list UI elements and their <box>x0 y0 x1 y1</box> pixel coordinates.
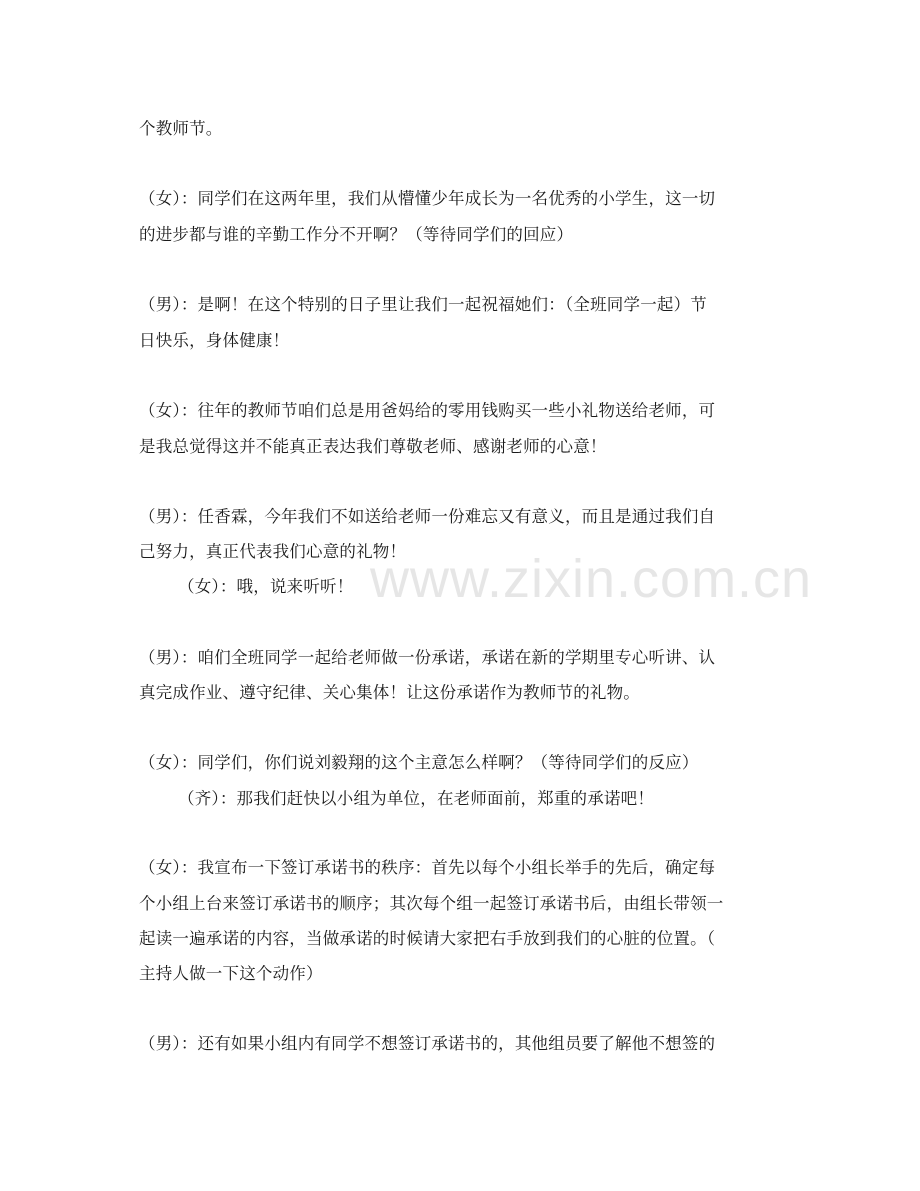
text-line: 起读一遍承诺的内容，当做承诺的时候请大家把右手放到我们的心脏的位置。（ <box>139 929 716 948</box>
text-line: （女）：哦，说来听听！ <box>178 577 354 596</box>
text-line: （女）：往年的教师节咱们总是用爸妈给的零用钱购买一些小礼物送给老师，可 <box>139 401 716 420</box>
text-line: 日快乐，身体健康！ <box>139 331 290 350</box>
text-line: （齐）：那我们赶快以小组为单位，在老师面前，郑重的承诺吧！ <box>178 789 655 808</box>
text-line: 主持人做一下这个动作） <box>139 964 323 983</box>
text-line: （女）：我宣布一下签订承诺书的秩序：首先以每个小组长举手的先后，确定每 <box>139 858 716 877</box>
text-line: （男）：任香霖，今年我们不如送给老师一份难忘又有意义，而且是通过我们自 <box>139 507 716 526</box>
text-line: 个教师节。 <box>139 119 223 138</box>
text-line: （女）：同学们在这两年里，我们从懵懂少年成长为一名优秀的小学生，这一切 <box>139 189 716 208</box>
watermark: www.zixin.com.cn <box>370 549 813 609</box>
text-line: （男）：是啊！在这个特别的日子里让我们一起祝福她们：（全班同学一起）节 <box>139 295 707 314</box>
text-line: （男）：咱们全班同学一起给老师做一份承诺，承诺在新的学期里专心听讲、认 <box>139 648 716 667</box>
text-line: （女）：同学们，你们说刘毅翔的这个主意怎么样啊？（等待同学们的反应） <box>139 753 699 772</box>
text-line: 己努力，真正代表我们心意的礼物！ <box>139 542 407 561</box>
text-line: （男）：还有如果小组内有同学不想签订承诺书的，其他组员要了解他不想签的 <box>139 1034 716 1053</box>
text-line: 真完成作业、遵守纪律、关心集体！让这份承诺作为教师节的礼物。 <box>139 683 640 702</box>
text-line: 的进步都与谁的辛勤工作分不开啊？（等待同学们的回应） <box>139 225 574 244</box>
text-line: 是我总觉得这并不能真正表达我们尊敬老师、感谢老师的心意！ <box>139 437 607 456</box>
text-line: 个小组上台来签订承诺书的顺序；其次每个组一起签订承诺书后，由组长带领一 <box>139 894 724 913</box>
